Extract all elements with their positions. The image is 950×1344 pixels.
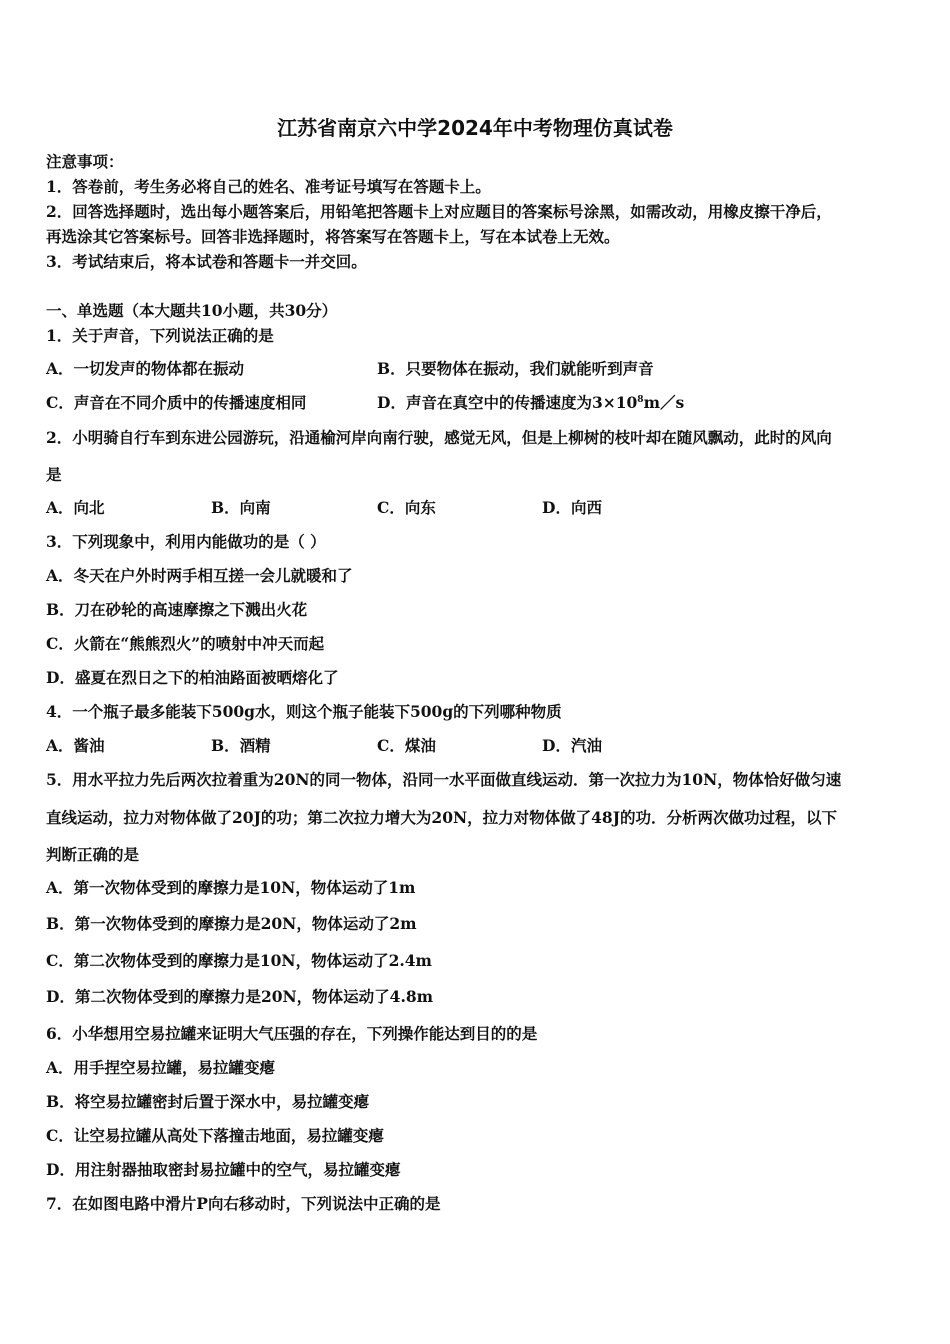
unit: m／s <box>643 393 685 412</box>
notice-item: 再选涂其它答案标号。回答非选择题时，将答案写在答题卡上，写在本试卷上无效。 <box>46 227 620 246</box>
option-c: C．火箭在“熊熊烈火”的喷射中冲天而起 <box>46 634 325 653</box>
option-b: B．向南 <box>211 498 271 517</box>
question-stem-cont: 直线运动，拉力对物体做了20J的功；第二次拉力增大为20N，拉力对物体做了48J的功．分析两次做功过程，以下 <box>46 808 838 827</box>
question-stem-cont: 是 <box>46 465 62 484</box>
question-stem: 6．小华想用空易拉罐来证明大气压强的存在，下列操作能达到目的的是 <box>46 1024 538 1043</box>
option-b: B．第一次物体受到的摩擦力是20N，物体运动了2m <box>46 914 417 933</box>
section-heading: 一、单选题（本大题共10小题，共30分） <box>46 301 338 320</box>
option-d: D．汽油 <box>542 736 602 755</box>
option-a: A．一切发声的物体都在振动 <box>46 359 245 378</box>
question-stem: 3．下列现象中，利用内能做功的是（ ） <box>46 532 326 551</box>
option-d: D．用注射器抽取密封易拉罐中的空气，易拉罐变瘪 <box>46 1160 401 1179</box>
notice-heading: 注意事项： <box>46 152 124 171</box>
option-d: D．盛夏在烈日之下的柏油路面被晒熔化了 <box>46 668 339 687</box>
option-a: A．向北 <box>46 498 105 517</box>
question-stem: 7．在如图电路中滑片P向右移动时，下列说法中正确的是 <box>46 1194 441 1213</box>
notice-item: 3．考试结束后，将本试卷和答题卡一并交回。 <box>46 252 367 271</box>
question-stem: 1．关于声音，下列说法正确的是 <box>46 326 274 345</box>
option-a: A．用手捏空易拉罐，易拉罐变瘪 <box>46 1058 276 1077</box>
option-d: D．向西 <box>542 498 602 517</box>
option-a: A．第一次物体受到的摩擦力是10N，物体运动了1m <box>46 878 416 897</box>
option-c: C．声音在不同介质中的传播速度相同 <box>46 393 307 412</box>
option-a: A．冬天在户外时两手相互搓一会儿就暖和了 <box>46 566 353 585</box>
notice-item: 1．答卷前，考生务必将自己的姓名、准考证号填写在答题卡上。 <box>46 177 491 196</box>
option-d-text: D．声音在真空中的传播速度为3×10 <box>377 393 638 412</box>
option-b: B．酒精 <box>211 736 271 755</box>
notice-item: 2．回答选择题时，选出每小题答案后，用铅笔把答题卡上对应题目的答案标号涂黑，如需改动，用橡皮擦干净后， <box>46 202 832 221</box>
option-c: C．向东 <box>377 498 436 517</box>
question-stem-cont: 判断正确的是 <box>46 845 140 864</box>
option-c: C．第二次物体受到的摩擦力是10N，物体运动了2.4m <box>46 951 432 970</box>
question-stem: 2．小明骑自行车到东进公园游玩，沿通榆河岸向南行驶，感觉无风，但是上柳树的枝叶却在随风飘动，此时的风向 <box>46 428 832 447</box>
question-stem: 4．一个瓶子最多能装下500g水，则这个瓶子能装下500g的下列哪种物质 <box>46 702 562 721</box>
option-c: C．让空易拉罐从高处下落撞击地面，易拉罐变瘪 <box>46 1126 384 1145</box>
question-stem: 5．用水平拉力先后两次拉着重为20N的同一物体，沿同一水平面做直线运动．第一次拉力为10N，物体恰好做匀速 <box>46 770 842 789</box>
option-b: B．将空易拉罐密封后置于深水中，易拉罐变瘪 <box>46 1092 370 1111</box>
option-a: A．酱油 <box>46 736 105 755</box>
option-c: C．煤油 <box>377 736 436 755</box>
option-d: D．第二次物体受到的摩擦力是20N，物体运动了4.8m <box>46 987 434 1006</box>
page-title: 江苏省南京六中学2024年中考物理仿真试卷 <box>277 116 673 140</box>
option-b: B．刀在砂轮的高速摩擦之下溅出火花 <box>46 600 308 619</box>
exponent: 8 <box>637 394 644 405</box>
option-b: B．只要物体在振动，我们就能听到声音 <box>377 359 654 378</box>
option-d <box>377 393 684 413</box>
